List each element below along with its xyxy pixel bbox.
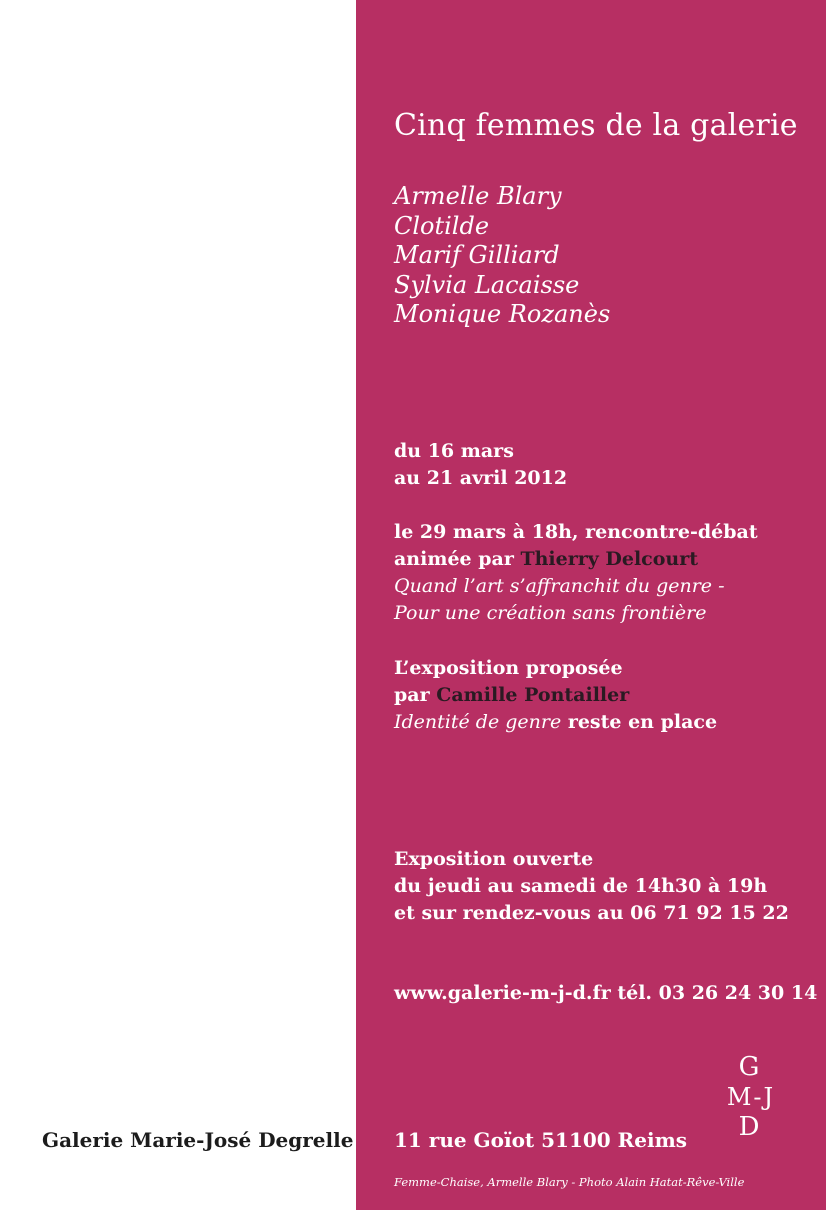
event-subtitle-2: Pour une création sans frontière [394,602,707,624]
exhibition-title: Cinq femmes de la galerie [394,108,798,143]
artist-name: Monique Rozanès [394,300,611,328]
curator-prefix: par [394,684,437,706]
gallery-name: Galerie Marie-José Degrelle [42,1128,354,1152]
work-suffix: reste en place [561,711,718,733]
right-panel [356,0,826,1210]
work-title: Identité de genre [394,711,562,733]
event-speaker: Thierry Delcourt [520,548,699,570]
date-start: du 16 mars [394,440,514,462]
opening-hours [394,846,789,927]
exhibition-block [394,655,717,736]
artist-list [394,182,610,330]
contact-info: www.galerie-m-j-d.fr tél. 03 26 24 30 14 [394,982,818,1004]
exhibition-dates [394,438,567,492]
event-host-line [394,546,758,573]
artist-name: Armelle Blary [394,182,562,210]
left-panel [0,0,356,1210]
photo-caption: Femme-Chaise, Armelle Blary - Photo Alain Hatat-Rêve-Ville [394,1175,745,1189]
logo-line-1: G [738,1052,764,1082]
artist-name: Clotilde [394,211,490,240]
hours-line-3: et sur rendez-vous au 06 71 92 15 22 [394,902,789,924]
gallery-address: 11 rue Goïot 51100 Reims [394,1128,688,1152]
artist-name: Marif Gilliard [394,241,560,269]
date-end: au 21 avril 2012 [394,467,568,489]
event-host-prefix: animée par [394,548,521,570]
logo-line-2: M-J [726,1083,776,1111]
hours-line-1: Exposition ouverte [394,848,594,870]
event-date: le 29 mars à 18h, rencontre-débat [394,521,758,543]
curator-name: Camille Pontailler [436,684,630,706]
event-subtitle-1: Quand l’art s’affranchit du genre - [394,575,725,597]
event-block [394,519,758,627]
hours-line-2: du jeudi au samedi de 14h30 à 19h [394,875,768,897]
gallery-logo [711,1052,791,1152]
artist-name: Sylvia Lacaisse [394,270,580,299]
exhibition-proposed: L’exposition proposée [394,657,623,679]
exhibition-curator-line [394,682,717,709]
exhibition-work-line [394,709,717,736]
logo-line-3: D [738,1112,764,1142]
